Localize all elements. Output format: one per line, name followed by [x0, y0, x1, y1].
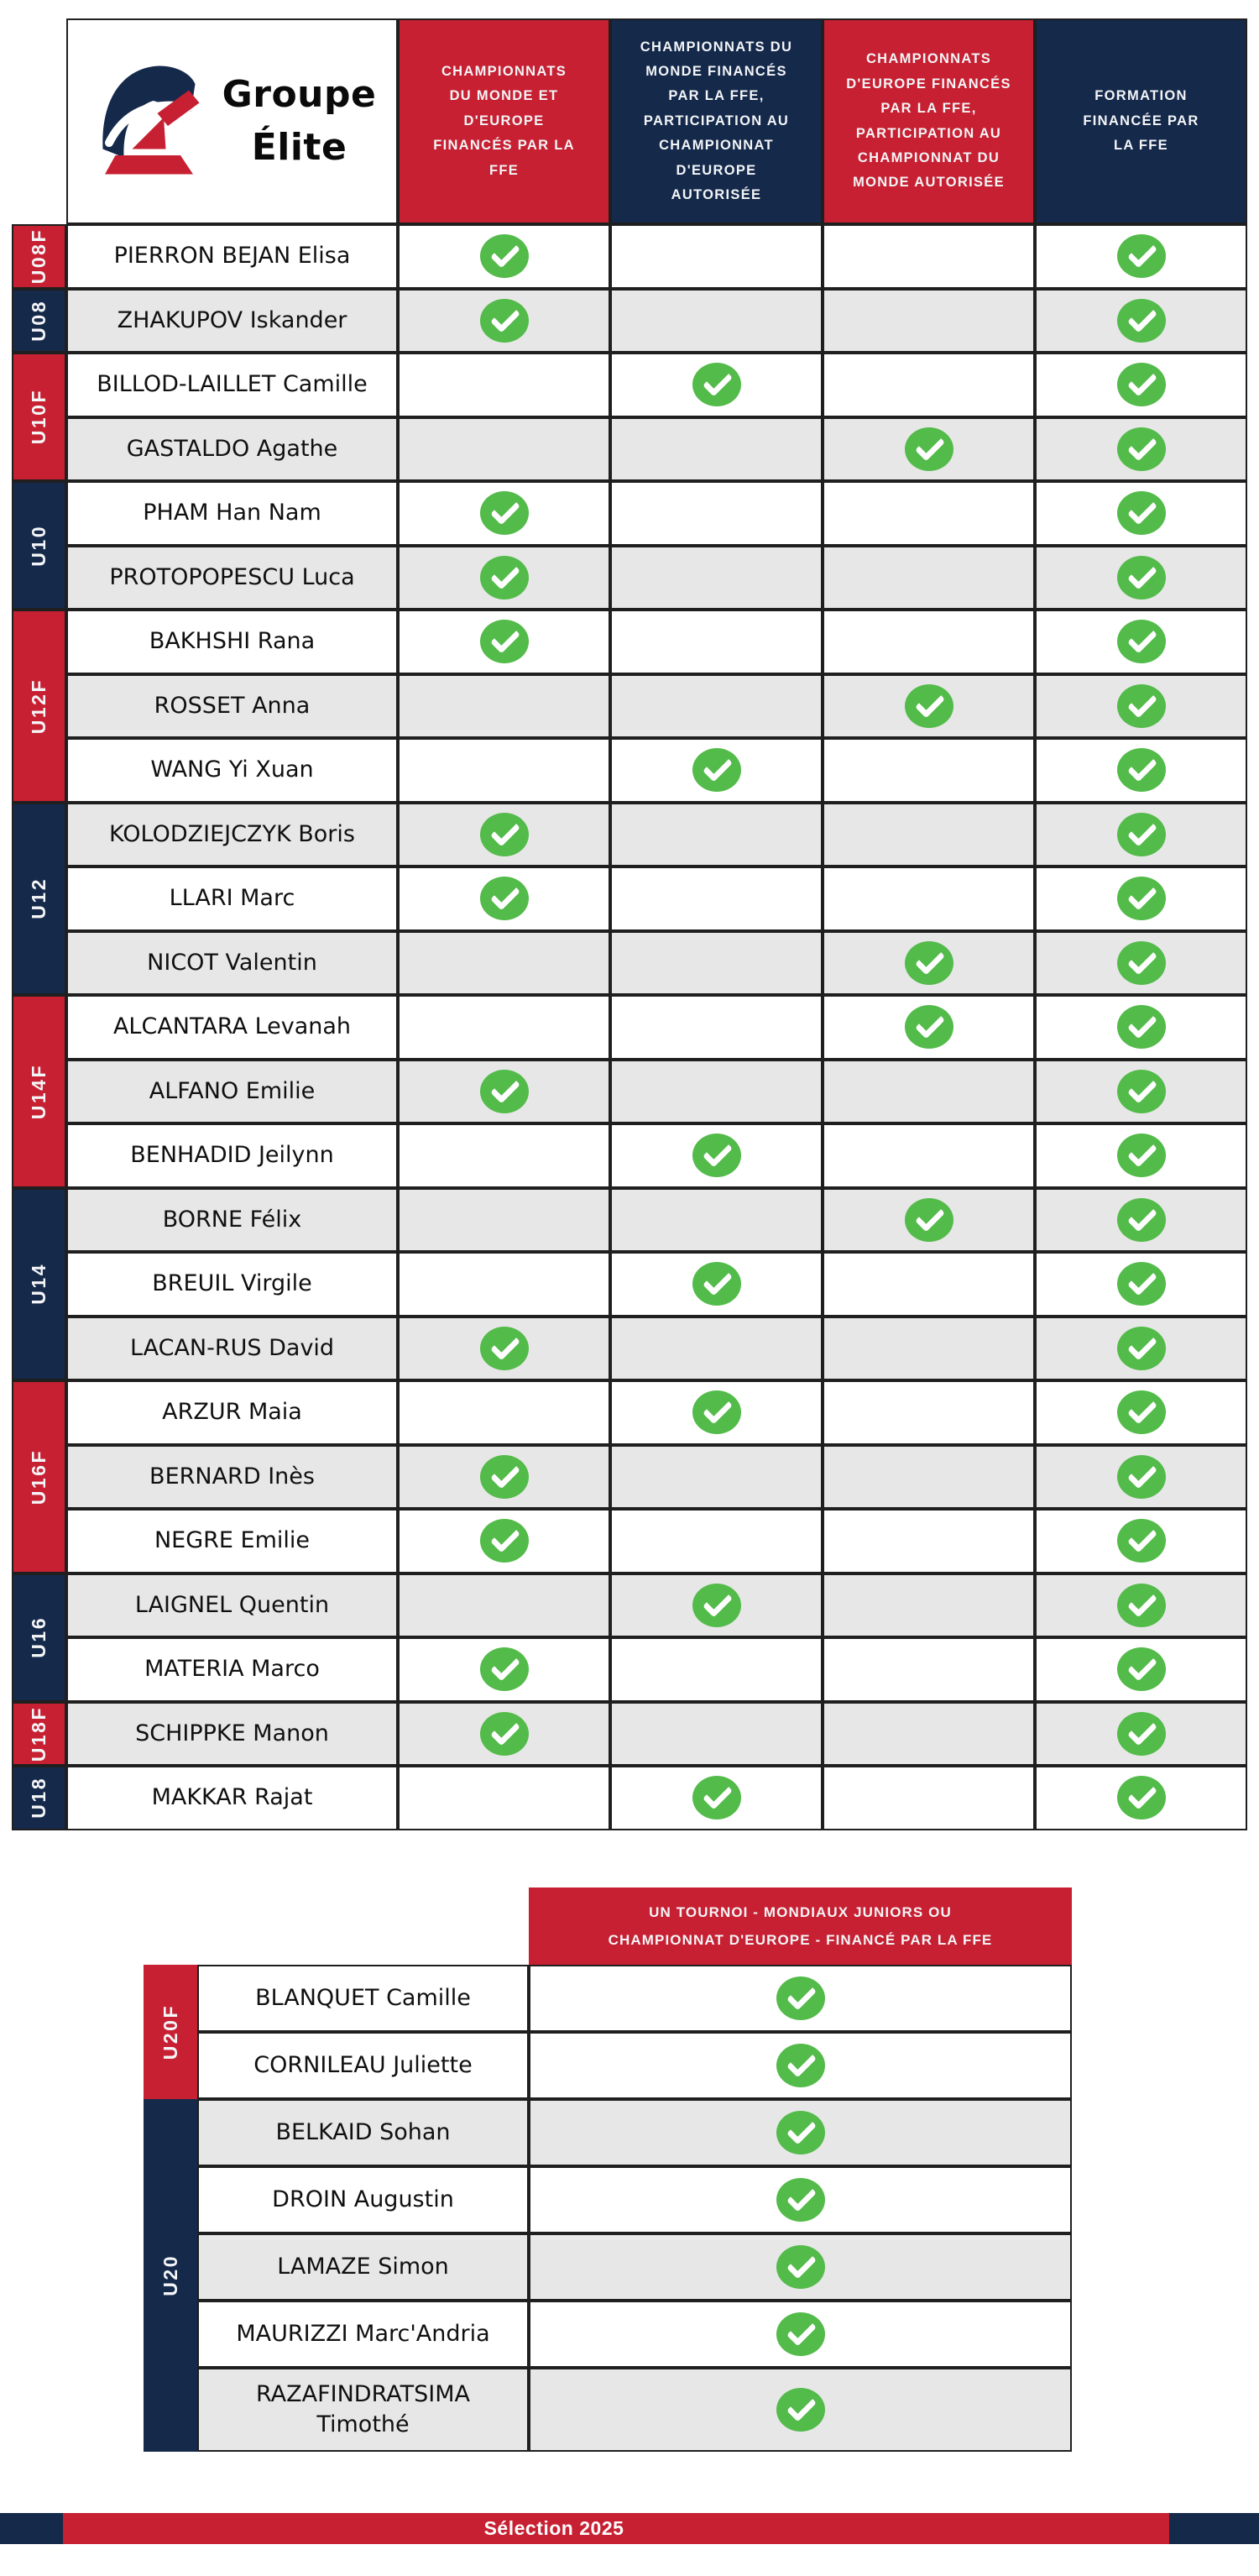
check-icon — [1117, 1455, 1166, 1499]
check-cell-col4 — [1035, 481, 1247, 546]
check-icon — [1117, 1584, 1166, 1627]
check-cell-col4 — [1035, 546, 1247, 610]
check-cell-col4 — [1035, 1702, 1247, 1767]
check-cell-col1 — [398, 1188, 610, 1253]
footer-banner — [0, 2513, 1259, 2544]
check-cell-col3 — [823, 867, 1035, 931]
check-icon — [692, 1134, 741, 1177]
player-name: WANG Yi Xuan — [66, 738, 398, 803]
player-name: LAMAZE Simon — [197, 2233, 529, 2301]
player-name: LAIGNEL Quentin — [66, 1573, 398, 1638]
player-name: RAZAFINDRATSIMA Timothé — [197, 2368, 529, 2452]
check-cell-col2 — [610, 1380, 823, 1445]
check-cell-col3 — [823, 1380, 1035, 1445]
category-label-text: U12F — [28, 678, 50, 734]
check-icon — [776, 1977, 825, 2020]
category-label-text: U16F — [28, 1448, 50, 1505]
check-icon — [1117, 427, 1166, 471]
footer-label: Sélection 2025 — [483, 2517, 624, 2539]
category-label-u18 — [12, 1766, 66, 1830]
check-icon — [1117, 363, 1166, 406]
check-cell-col3 — [823, 1637, 1035, 1702]
check-cell-col2 — [610, 289, 823, 353]
check-cell-col4 — [1035, 1380, 1247, 1445]
check-cell-col3 — [823, 481, 1035, 546]
check-cell-col1 — [398, 1766, 610, 1830]
player-name: BREUIL Virgile — [66, 1252, 398, 1317]
table-header-row — [66, 18, 1247, 224]
check-cell-col4 — [1035, 289, 1247, 353]
check-cell-col3 — [823, 1509, 1035, 1573]
player-name: BLANQUET Camille — [197, 1965, 529, 2032]
check-icon — [905, 427, 953, 471]
check-cell-col4 — [1035, 1766, 1247, 1830]
check-cell-col1 — [398, 353, 610, 417]
check-icon — [480, 1712, 529, 1756]
category-label-text: U10 — [28, 524, 50, 567]
check-icon — [1117, 620, 1166, 663]
check-cell-col3 — [823, 674, 1035, 739]
player-name: PROTOPOPESCU Luca — [66, 546, 398, 610]
check-icon — [905, 1005, 953, 1049]
check-cell-col3 — [823, 1123, 1035, 1188]
check-icon — [1117, 1519, 1166, 1563]
check-icon — [776, 2178, 825, 2222]
check-cell-col2 — [610, 931, 823, 996]
check-icon — [692, 1390, 741, 1434]
player-name: BELKAID Sohan — [197, 2099, 529, 2166]
category-label-u08 — [12, 289, 66, 353]
check-cell-col2 — [610, 995, 823, 1060]
check-cell-col1 — [398, 1123, 610, 1188]
player-name: ALCANTARA Levanah — [66, 995, 398, 1060]
check-cell-col2 — [610, 803, 823, 867]
check-icon — [480, 299, 529, 343]
check-cell-col1 — [398, 546, 610, 610]
check-cell-col3 — [823, 803, 1035, 867]
category-label-text: U18 — [28, 1777, 50, 1819]
category-label-u14 — [12, 1188, 66, 1381]
check-cell-col1 — [398, 417, 610, 482]
check-cell-col3 — [823, 1573, 1035, 1638]
player-name: BAKHSHI Rana — [66, 610, 398, 674]
check-cell-col3 — [823, 610, 1035, 674]
category-label-text: U12 — [28, 877, 50, 920]
check-icon — [480, 620, 529, 663]
check-icon — [776, 2111, 825, 2155]
column-header-world-funded: CHAMPIONNATS DU MONDE FINANCÉS PAR LA FFE, PARTICIPATION AU CHAMPIONNAT D'EUROPE AUTORISÉE — [610, 18, 823, 224]
check-cell-col2 — [610, 1188, 823, 1253]
check-cell-col1 — [398, 867, 610, 931]
category-label-u20 — [144, 2099, 197, 2452]
check-icon — [776, 2388, 825, 2432]
check-cell-col1 — [398, 674, 610, 739]
page-title-line1: Groupe — [222, 73, 377, 117]
player-name: MAURIZZI Marc'Andria — [197, 2301, 529, 2368]
player-name: CORNILEAU Juliette — [197, 2032, 529, 2099]
check-icon — [692, 1584, 741, 1627]
check-cell-col1 — [398, 610, 610, 674]
check-icon — [1117, 556, 1166, 599]
check-cell-col2 — [610, 867, 823, 931]
check-cell-col2 — [610, 353, 823, 417]
player-name: ZHAKUPOV Iskander — [66, 289, 398, 353]
check-cell-col3 — [823, 1188, 1035, 1253]
check-icon — [1117, 813, 1166, 856]
check-icon — [692, 748, 741, 792]
check-cell-col4 — [1035, 867, 1247, 931]
player-name: BENHADID Jeilynn — [66, 1123, 398, 1188]
category-label-text: U10F — [28, 389, 50, 445]
check-icon — [1117, 684, 1166, 728]
check-cell-col1 — [398, 481, 610, 546]
check-cell-col4 — [1035, 1637, 1247, 1702]
player-name: PHAM Han Nam — [66, 481, 398, 546]
check-cell-col3 — [823, 1445, 1035, 1510]
check-cell-col2 — [610, 738, 823, 803]
check-icon — [1117, 234, 1166, 278]
check-cell-col3 — [823, 995, 1035, 1060]
check-cell-col1 — [529, 2166, 1072, 2233]
check-icon — [1117, 748, 1166, 792]
check-cell-col1 — [398, 738, 610, 803]
check-cell-col3 — [823, 224, 1035, 289]
check-cell-col3 — [823, 546, 1035, 610]
check-cell-col1 — [529, 2032, 1072, 2099]
check-cell-col1 — [529, 2301, 1072, 2368]
check-icon — [1117, 1262, 1166, 1306]
player-name: BERNARD Inès — [66, 1445, 398, 1510]
category-label-u20f — [144, 1965, 197, 2099]
check-cell-col1 — [398, 1380, 610, 1445]
main-table-grid — [12, 224, 1247, 1830]
player-name: ROSSET Anna — [66, 674, 398, 739]
check-icon — [480, 813, 529, 856]
column-header-world-europe-funded: CHAMPIONNATS DU MONDE ET D'EUROPE FINANCÉS PAR LA FFE — [398, 18, 610, 224]
check-cell-col1 — [398, 803, 610, 867]
check-cell-col2 — [610, 224, 823, 289]
category-label-u10 — [12, 481, 66, 610]
check-icon — [1117, 491, 1166, 535]
check-cell-col3 — [823, 1252, 1035, 1317]
elite-group-section — [12, 18, 1247, 1830]
category-label-u16f — [12, 1380, 66, 1573]
category-label-u12 — [12, 803, 66, 996]
check-cell-col2 — [610, 1573, 823, 1638]
check-cell-col1 — [398, 1509, 610, 1573]
check-cell-col3 — [823, 1060, 1035, 1124]
player-name: DROIN Augustin — [197, 2166, 529, 2233]
column-header-europe-funded: CHAMPIONNATS D'EUROPE FINANCÉS PAR LA FFE, PARTICIPATION AU CHAMPIONNAT DU MONDE AUTORISÉE — [823, 18, 1035, 224]
check-icon — [692, 363, 741, 406]
check-cell-col2 — [610, 1445, 823, 1510]
category-label-u10f — [12, 353, 66, 481]
check-cell-col3 — [823, 931, 1035, 996]
check-icon — [776, 2044, 825, 2087]
check-icon — [1117, 877, 1166, 920]
check-icon — [480, 491, 529, 535]
check-cell-col3 — [823, 1702, 1035, 1767]
check-cell-col3 — [823, 353, 1035, 417]
check-cell-col2 — [610, 417, 823, 482]
check-cell-col4 — [1035, 610, 1247, 674]
ffe-chess-logo-icon — [88, 46, 214, 197]
category-label-text: U20F — [159, 2003, 181, 2060]
check-cell-col2 — [610, 1060, 823, 1124]
player-name: PIERRON BEJAN Elisa — [66, 224, 398, 289]
check-cell-col1 — [398, 1445, 610, 1510]
footer-navy-right-block — [1169, 2513, 1259, 2544]
check-cell-col2 — [610, 546, 823, 610]
player-name: ALFANO Emilie — [66, 1060, 398, 1124]
check-icon — [1117, 1327, 1166, 1370]
category-label-text: U08F — [28, 228, 50, 285]
check-icon — [480, 1519, 529, 1563]
player-name: GASTALDO Agathe — [66, 417, 398, 482]
check-icon — [776, 2312, 825, 2356]
player-name: ARZUR Maia — [66, 1380, 398, 1445]
category-label-u18f — [12, 1702, 66, 1767]
check-icon — [480, 1647, 529, 1691]
player-name: KOLODZIEJCZYK Boris — [66, 803, 398, 867]
check-cell-col3 — [823, 289, 1035, 353]
check-icon — [480, 556, 529, 599]
check-cell-col2 — [610, 1702, 823, 1767]
check-cell-col4 — [1035, 1188, 1247, 1253]
check-icon — [1117, 1776, 1166, 1819]
check-cell-col4 — [1035, 1573, 1247, 1638]
player-name: MAKKAR Rajat — [66, 1766, 398, 1830]
check-cell-col1 — [529, 2368, 1072, 2452]
check-icon — [1117, 1647, 1166, 1691]
check-cell-col4 — [1035, 224, 1247, 289]
check-icon — [905, 941, 953, 985]
check-cell-col2 — [610, 1766, 823, 1830]
check-icon — [692, 1262, 741, 1306]
check-cell-col3 — [823, 417, 1035, 482]
check-cell-col3 — [823, 1317, 1035, 1381]
page-title — [222, 69, 377, 174]
check-cell-col1 — [398, 1317, 610, 1381]
check-cell-col2 — [610, 481, 823, 546]
check-cell-col2 — [610, 674, 823, 739]
check-icon — [480, 234, 529, 278]
check-icon — [1117, 941, 1166, 985]
check-cell-col4 — [1035, 353, 1247, 417]
check-icon — [1117, 1005, 1166, 1049]
check-cell-col2 — [610, 1509, 823, 1573]
check-cell-col4 — [1035, 674, 1247, 739]
juniors-section — [144, 1887, 1072, 2452]
check-cell-col2 — [610, 1252, 823, 1317]
check-icon — [1117, 1198, 1166, 1242]
player-name: SCHIPPKE Manon — [66, 1702, 398, 1767]
check-icon — [692, 1776, 741, 1819]
check-cell-col1 — [398, 1252, 610, 1317]
category-label-text: U14 — [28, 1263, 50, 1306]
category-label-u16 — [12, 1573, 66, 1702]
player-name: MATERIA Marco — [66, 1637, 398, 1702]
player-name: NICOT Valentin — [66, 931, 398, 996]
check-cell-col3 — [823, 1766, 1035, 1830]
check-cell-col3 — [823, 738, 1035, 803]
player-name: BORNE Félix — [66, 1188, 398, 1253]
check-cell-col1 — [398, 1060, 610, 1124]
check-cell-col4 — [1035, 995, 1247, 1060]
check-cell-col4 — [1035, 1123, 1247, 1188]
check-cell-col4 — [1035, 1060, 1247, 1124]
player-name: LLARI Marc — [66, 867, 398, 931]
player-name: NEGRE Emilie — [66, 1509, 398, 1573]
check-cell-col1 — [398, 289, 610, 353]
category-label-text: U20 — [159, 2254, 181, 2296]
check-icon — [480, 1327, 529, 1370]
category-label-text: U16 — [28, 1616, 50, 1658]
player-name: BILLOD-LAILLET Camille — [66, 353, 398, 417]
check-cell-col1 — [398, 1702, 610, 1767]
check-cell-col4 — [1035, 1509, 1247, 1573]
check-icon — [1117, 1390, 1166, 1434]
check-icon — [480, 1455, 529, 1499]
check-cell-col4 — [1035, 931, 1247, 996]
check-cell-col4 — [1035, 1252, 1247, 1317]
category-label-u12f — [12, 610, 66, 803]
check-icon — [1117, 299, 1166, 343]
check-cell-col1 — [398, 995, 610, 1060]
category-label-text: U18F — [28, 1705, 50, 1762]
check-icon — [1117, 1712, 1166, 1756]
check-cell-col1 — [529, 1965, 1072, 2032]
category-label-text: U14F — [28, 1063, 50, 1119]
column-header-training-funded: FORMATION FINANCÉE PAR LA FFE — [1035, 18, 1247, 224]
check-cell-col2 — [610, 610, 823, 674]
juniors-table-grid — [144, 1965, 1072, 2452]
check-cell-col1 — [398, 931, 610, 996]
check-cell-col4 — [1035, 417, 1247, 482]
check-cell-col2 — [610, 1123, 823, 1188]
check-icon — [480, 877, 529, 920]
page-title-line2: Élite — [251, 125, 347, 169]
check-cell-col4 — [1035, 1445, 1247, 1510]
check-icon — [905, 684, 953, 728]
juniors-column-header: UN TOURNOI - MONDIAUX JUNIORS OU CHAMPIONNAT D'EUROPE - FINANCÉ PAR LA FFE — [529, 1887, 1072, 1965]
check-cell-col4 — [1035, 738, 1247, 803]
check-cell-col4 — [1035, 803, 1247, 867]
check-icon — [905, 1198, 953, 1242]
player-name: LACAN-RUS David — [66, 1317, 398, 1381]
check-cell-col4 — [1035, 1317, 1247, 1381]
check-icon — [1117, 1070, 1166, 1113]
check-cell-col1 — [398, 1573, 610, 1638]
check-icon — [776, 2245, 825, 2289]
check-icon — [480, 1070, 529, 1113]
check-cell-col2 — [610, 1637, 823, 1702]
check-cell-col2 — [610, 1317, 823, 1381]
category-label-u14f — [12, 995, 66, 1188]
category-label-u08f — [12, 224, 66, 289]
category-label-text: U08 — [28, 299, 50, 342]
check-icon — [1117, 1134, 1166, 1177]
check-cell-col1 — [398, 224, 610, 289]
check-cell-col1 — [529, 2099, 1072, 2166]
check-cell-col1 — [398, 1637, 610, 1702]
check-cell-col1 — [529, 2233, 1072, 2301]
logo-cell — [66, 18, 398, 224]
